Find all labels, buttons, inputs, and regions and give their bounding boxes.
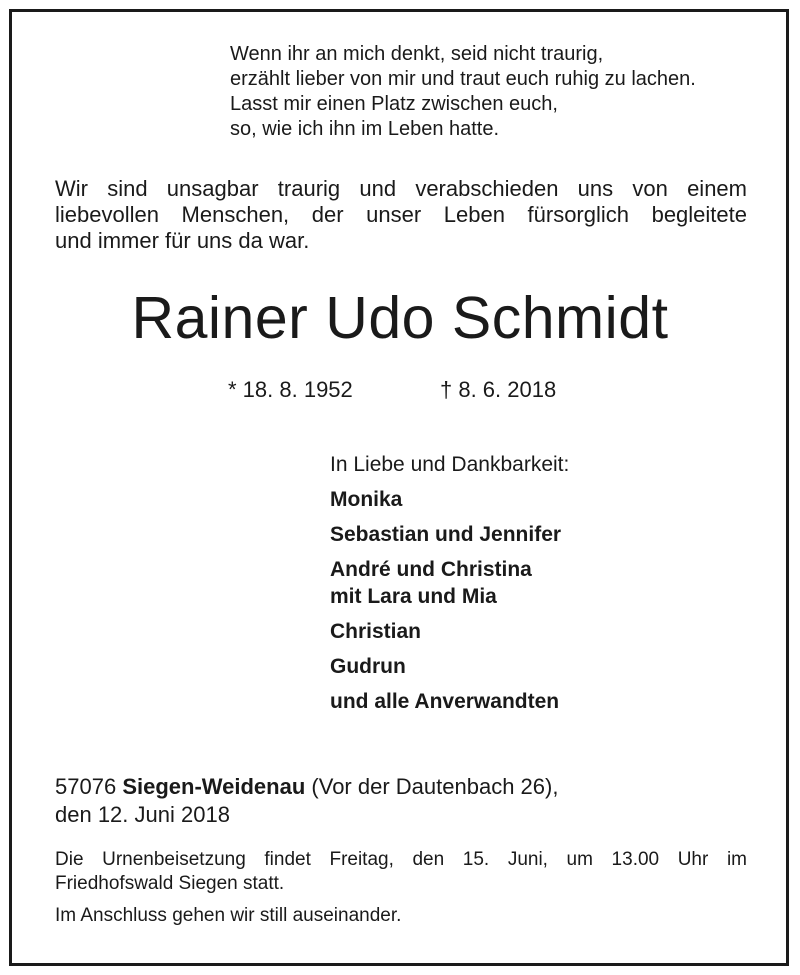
mourners-heading: In Liebe und Dankbarkeit: bbox=[330, 453, 570, 476]
closing-line: Im Anschluss gehen wir still auseinander. bbox=[55, 905, 402, 926]
intro-line: Wir sind unsagbar traurig und verabschieden uns von einem bbox=[55, 176, 747, 201]
birth-date: * 18. 8. 1952 bbox=[228, 377, 353, 402]
poem-line: Lasst mir einen Platz zwischen euch, bbox=[230, 93, 558, 115]
poem-line: erzählt lieber von mir und traut euch ruhig zu lachen. bbox=[230, 68, 696, 90]
intro-paragraph bbox=[55, 176, 747, 254]
address-block bbox=[55, 773, 558, 829]
mourner-name: Gudrun bbox=[330, 655, 406, 678]
poem-line: Wenn ihr an mich denkt, seid nicht traurig, bbox=[230, 43, 604, 65]
postcode: 57076 bbox=[55, 774, 117, 799]
mourner-name: Christian bbox=[330, 620, 422, 643]
poem-line: so, wie ich ihn im Leben hatte. bbox=[230, 118, 500, 140]
mourner-name: Monika bbox=[330, 488, 403, 511]
mourner-name-line: André und Christina bbox=[330, 558, 532, 581]
street: (Vor der Dautenbach 26), bbox=[311, 774, 559, 799]
mourner-name: Sebastian und Jennifer bbox=[330, 523, 562, 546]
mourners-list bbox=[330, 451, 569, 723]
burial-notice bbox=[55, 848, 747, 928]
poem bbox=[230, 42, 696, 142]
mourner-name: und alle Anverwandten bbox=[330, 690, 560, 713]
address-line bbox=[55, 773, 558, 801]
notice-line: Friedhofswald Siegen statt. bbox=[55, 873, 285, 894]
death-date: † 8. 6. 2018 bbox=[440, 377, 557, 402]
notice-line: Die Urnenbeisetzung findet Freitag, den 15. Juni, um 13.00 Uhr im bbox=[55, 849, 747, 870]
intro-line: und immer für uns da war. bbox=[55, 228, 310, 253]
deceased-name: Rainer Udo Schmidt bbox=[131, 285, 669, 351]
city: Siegen-Weidenau bbox=[122, 774, 306, 799]
intro-line: liebevollen Menschen, der unser Leben fürsorglich begleitete bbox=[55, 202, 747, 227]
mourner-name-line: mit Lara und Mia bbox=[330, 585, 497, 608]
mourner-name bbox=[330, 556, 569, 610]
date-line: den 12. Juni 2018 bbox=[55, 802, 230, 827]
